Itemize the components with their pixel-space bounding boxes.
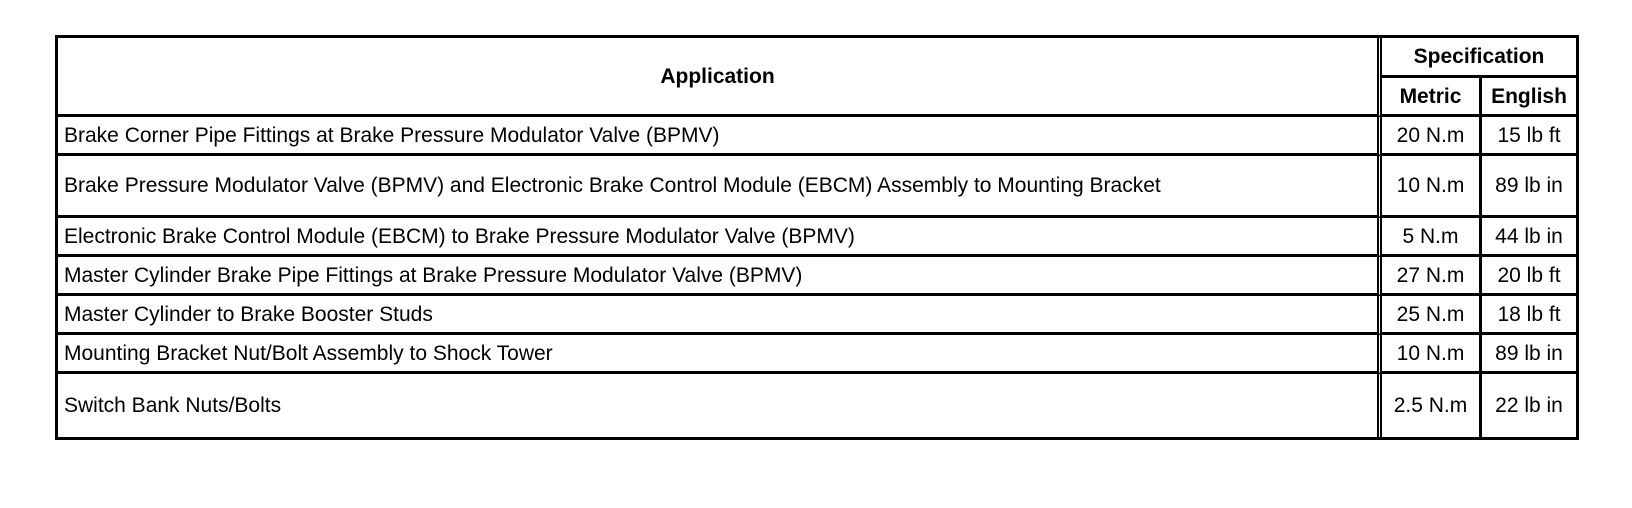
header-row-top — [58, 38, 1576, 78]
application-cell: Brake Corner Pipe Fittings at Brake Pressure Modulator Valve (BPMV) — [58, 117, 1382, 156]
table-row — [58, 156, 1576, 218]
column-header-metric: Metric — [1382, 78, 1482, 117]
application-cell: Switch Bank Nuts/Bolts — [58, 374, 1382, 437]
table-row — [58, 296, 1576, 335]
application-cell: Brake Pressure Modulator Valve (BPMV) and Electronic Brake Control Module (EBCM) Assembly to Mounting Bracket — [58, 156, 1382, 218]
column-header-application: Application — [58, 38, 1382, 117]
table-row — [58, 374, 1576, 437]
torque-spec-table — [55, 35, 1579, 440]
metric-cell: 2.5 N.m — [1382, 374, 1482, 437]
column-header-english: English — [1482, 78, 1576, 117]
english-cell: 20 lb ft — [1482, 257, 1576, 296]
metric-cell: 10 N.m — [1382, 335, 1482, 374]
table-row — [58, 257, 1576, 296]
application-cell: Master Cylinder to Brake Booster Studs — [58, 296, 1382, 335]
english-cell: 15 lb ft — [1482, 117, 1576, 156]
english-cell: 18 lb ft — [1482, 296, 1576, 335]
table-row — [58, 218, 1576, 257]
application-cell: Master Cylinder Brake Pipe Fittings at Brake Pressure Modulator Valve (BPMV) — [58, 257, 1382, 296]
table-row — [58, 335, 1576, 374]
english-cell: 22 lb in — [1495, 394, 1563, 417]
english-cell: 44 lb in — [1482, 218, 1576, 257]
column-header-specification: Specification — [1382, 38, 1576, 78]
metric-cell: 5 N.m — [1382, 218, 1482, 257]
metric-cell: 10 N.m — [1382, 156, 1482, 218]
metric-cell: 20 N.m — [1382, 117, 1482, 156]
application-cell: Mounting Bracket Nut/Bolt Assembly to Shock Tower — [58, 335, 1382, 374]
english-cell: 89 lb in — [1482, 156, 1576, 218]
application-cell: Electronic Brake Control Module (EBCM) to Brake Pressure Modulator Valve (BPMV) — [58, 218, 1382, 257]
metric-cell: 27 N.m — [1382, 257, 1482, 296]
english-cell: 89 lb in — [1482, 335, 1576, 374]
metric-cell: 25 N.m — [1382, 296, 1482, 335]
table-row — [58, 117, 1576, 156]
